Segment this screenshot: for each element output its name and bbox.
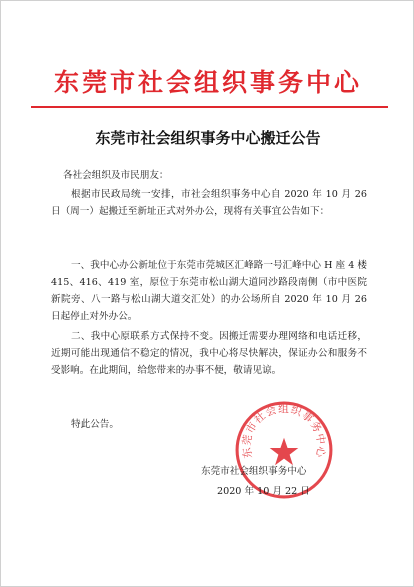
signature-organization: 东莞市社会组织事务中心 xyxy=(201,466,307,477)
paragraph-contact: 二、我中心原联系方式保持不变。因搬迁需要办理网络和电话迁移，近期可能出现通信不稳定的情况，我中心将尽快解决，保证办公和服务不受影响。在此期间，给您带来的办事不便，敬请见谅。 xyxy=(51,331,367,376)
salutation: 各社会组织及市民朋友： xyxy=(63,170,169,181)
document-title: 东莞市社会组织事务中心搬迁公告 xyxy=(95,129,321,147)
svg-text:东莞市社会组织事务中心: 东莞市社会组织事务中心 xyxy=(239,402,329,460)
signature-date: 2020 年 10 月 22 日 xyxy=(217,486,310,497)
paragraph-new-address: 一、我中心办公新址位于东莞市莞城区汇峰路一号汇峰中心 H 座 4 楼 415、416、419 室，原位于东莞市松山湖大道同沙路段南侧（市中医院新院旁、八一路与松山湖大道交汇处）的办公场所自 2020 年 10 月 26 日起停止对外办公。 xyxy=(51,260,367,322)
paragraph-closing: 特此公告。 xyxy=(71,419,119,430)
letterhead: 东莞市社会组织事务中心 xyxy=(53,68,362,97)
letterhead-rule xyxy=(31,106,388,108)
paragraph-intro: 根据市民政局统一安排，市社会组织事务中心自 2020 年 10 月 26 日（周一）起搬迁至新址正式对外办公，现将有关事宜公告如下： xyxy=(51,189,367,217)
